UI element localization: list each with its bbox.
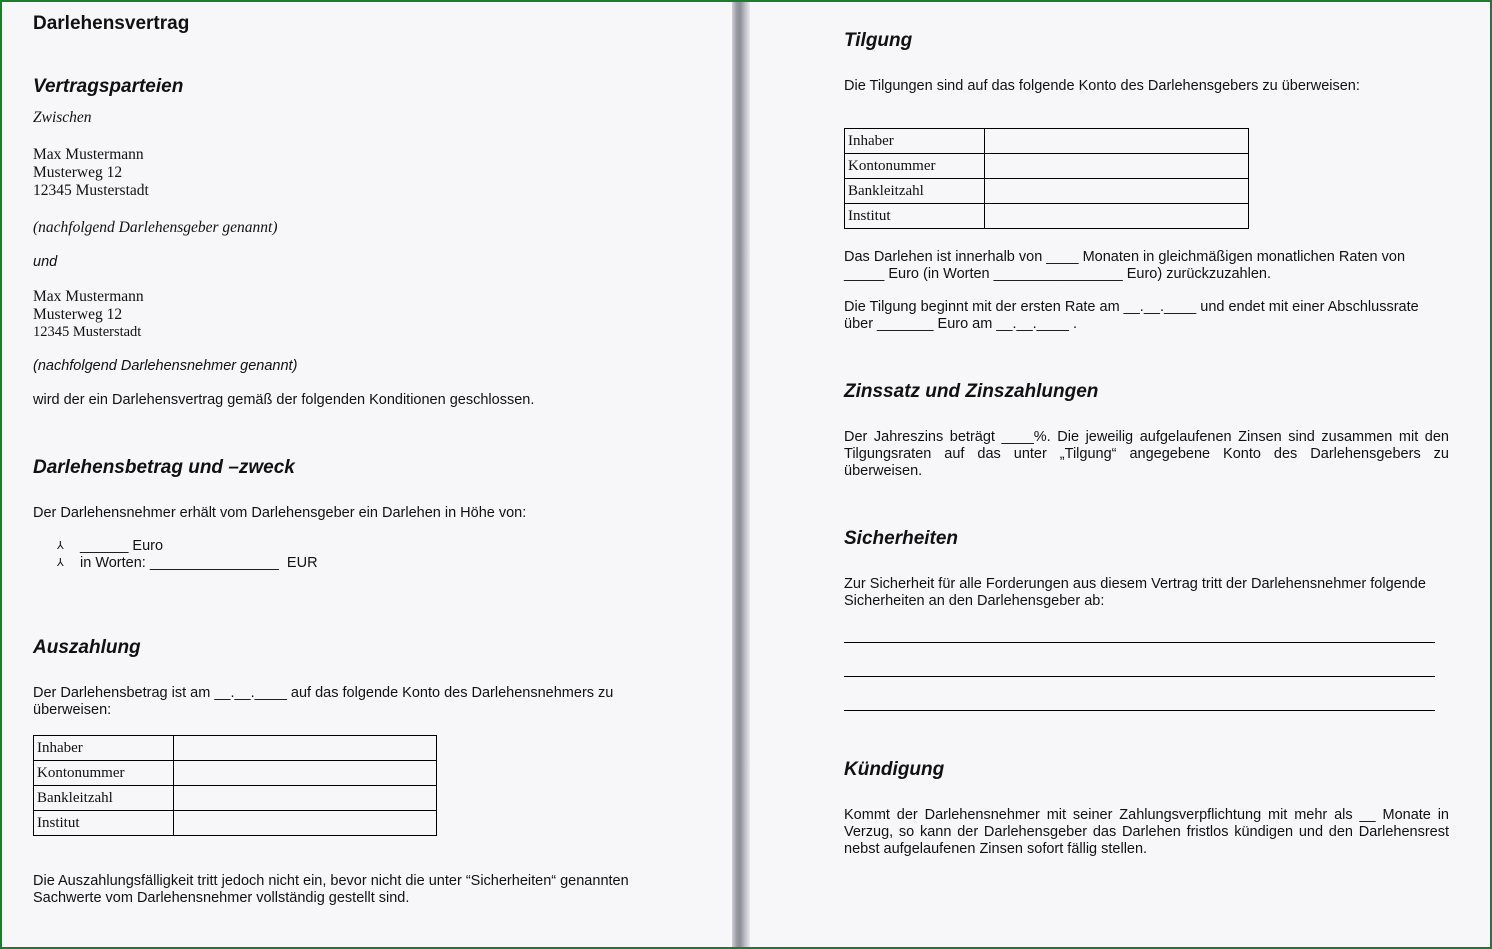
table-label: Kontonummer [34,761,174,786]
payout-account-table [33,735,437,836]
table-label: Institut [34,811,174,836]
heading-repayment: Tilgung [844,30,913,51]
heading-parties: Vertragsparteien [33,76,184,97]
heading-payout: Auszahlung [33,637,141,658]
amount-text: Der Darlehensnehmer erhält vom Darlehensgeber ein Darlehen in Höhe von: [33,505,527,521]
table-row [34,786,437,811]
and-label: und [33,254,58,270]
repayment-paragraph-2: Die Tilgung beginnt mit der ersten Rate am __.__.____ und endet mit einer Abschlussrate über _______ Euro am __.__.____ . [844,299,1419,332]
page-right [750,2,1490,947]
bullet-text: ______ Euro [80,538,164,554]
termination-text: Kommt der Darlehensnehmer mit seiner Zahlungsverpflichtung mit mehr als __ Monate in Verzug, so kann der Darlehensgeber das Darlehen fristlos kündigen und den Darlehensrest nebst aufgelaufenen Zinsen sofort fällig stellen. [844,807,1449,857]
table-row [34,761,437,786]
between-label: Zwischen [33,109,92,126]
borrower-name: Max Mustermann [33,288,144,305]
lender-address [33,146,149,200]
table-value-field[interactable] [985,204,1249,229]
table-row [845,154,1249,179]
bullet-text: in Worten: ________________ EUR [80,555,318,571]
list-item [33,555,318,572]
table-row [845,204,1249,229]
table-value-field[interactable] [985,179,1249,204]
securities-blank-line[interactable] [844,710,1435,711]
page-gutter [732,2,750,947]
document-title: Darlehensvertrag [33,13,190,34]
table-value-field[interactable] [174,786,437,811]
table-row [845,129,1249,154]
repayment-account-table [844,128,1249,229]
lender-city: 12345 Musterstadt [33,182,149,199]
borrower-city: 12345 Musterstadt [33,324,142,340]
payout-text: Der Darlehensbetrag ist am __.__.____ auf das folgende Konto des Darlehensnehmers zu überweisen: [33,685,614,718]
table-label: Inhaber [845,129,985,154]
lender-name: Max Mustermann [33,146,144,163]
table-label: Kontonummer [845,154,985,179]
table-row [845,179,1249,204]
table-value-field[interactable] [174,811,437,836]
table-value-field[interactable] [174,761,437,786]
bullet-icon: ⅄ [57,540,64,552]
bullet-icon: ⅄ [57,557,64,569]
payout-footer: Die Auszahlungsfälligkeit tritt jedoch nicht ein, bevor nicht die unter “Sicherheiten“ genannten Sachwerte vom Darlehensnehmer vollständig gestellt sind. [33,873,629,906]
heading-amount: Darlehensbetrag und –zweck [33,457,295,478]
repayment-text: Die Tilgungen sind auf das folgende Konto des Darlehensgebers zu überweisen: [844,78,1360,94]
page-left [2,2,732,947]
table-value-field[interactable] [985,154,1249,179]
list-item [33,538,318,555]
borrower-note: (nachfolgend Darlehensnehmer genannt) [33,358,298,374]
table-row [34,736,437,761]
securities-blank-line[interactable] [844,676,1435,677]
table-value-field[interactable] [174,736,437,761]
interest-text: Der Jahreszins beträgt ____%. Die jeweilig aufgelaufenen Zinsen sind zusammen mit den Tilgungsraten auf das unter „Tilgung“ angegebene Konto des Darlehensgebers zu überweisen. [844,429,1449,479]
table-row [34,811,437,836]
table-value-field[interactable] [985,129,1249,154]
securities-blank-line[interactable] [844,642,1435,643]
table-label: Institut [845,204,985,229]
table-label: Bankleitzahl [34,786,174,811]
securities-text: Zur Sicherheit für alle Forderungen aus diesem Vertrag tritt der Darlehensnehmer folgende Sicherheiten an den Darlehensgeber ab: [844,576,1426,609]
parties-closing: wird der ein Darlehensvertrag gemäß der folgenden Konditionen geschlossen. [33,392,535,408]
heading-interest: Zinssatz und Zinszahlungen [844,381,1099,402]
borrower-address [33,288,144,341]
table-label: Inhaber [34,736,174,761]
heading-securities: Sicherheiten [844,528,959,549]
repayment-paragraph-1: Das Darlehen ist innerhalb von ____ Monaten in gleichmäßigen monatlichen Raten von _____ Euro (in Worten ________________ Euro) zurückzuzahlen. [844,249,1406,282]
lender-street: Musterweg 12 [33,164,123,181]
lender-note: (nachfolgend Darlehensgeber genannt) [33,219,278,236]
heading-termination: Kündigung [844,759,945,780]
table-label: Bankleitzahl [845,179,985,204]
borrower-street: Musterweg 12 [33,306,123,323]
amount-bullet-list [33,538,318,572]
